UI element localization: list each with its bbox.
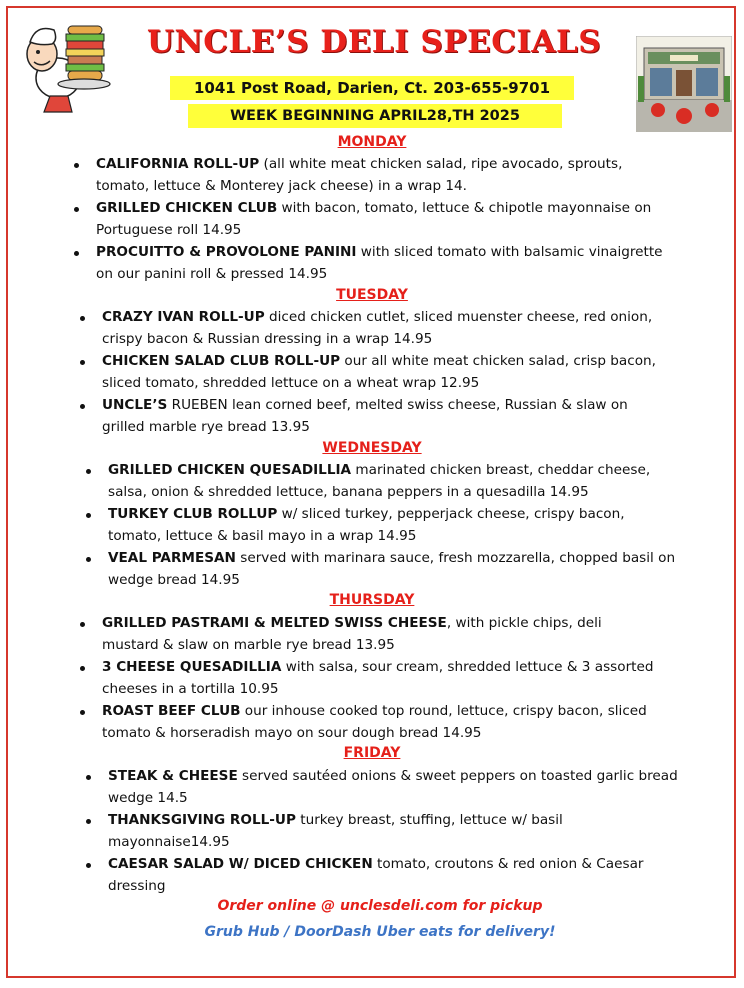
menu-item-name: PROCUITTO & PROVOLONE PANINI	[96, 244, 357, 260]
menu-item-description: RUEBEN lean corned beef, melted swiss cheese, Russian & slaw on grilled marble rye bread 13.95	[102, 397, 628, 435]
menu-item-name: STEAK & CHEESE	[108, 768, 238, 784]
menu-item	[102, 701, 662, 744]
menu-item-name: GRILLED CHICKEN QUESADILLIA	[108, 462, 352, 478]
bullet-icon	[86, 513, 91, 518]
menu-item-name: UNCLE’S	[102, 397, 168, 413]
menu-item-name: ROAST BEEF CLUB	[102, 703, 241, 719]
menu-item	[102, 395, 662, 438]
bullet-icon	[74, 163, 79, 168]
menu-item-description: served sautéed onions & sweet peppers on toasted garlic bread wedge 14.5	[108, 768, 678, 806]
chef-mascot-icon	[14, 16, 116, 116]
menu-item-name: CAESAR SALAD W/ DICED CHICKEN	[108, 856, 373, 872]
bullet-icon	[86, 557, 91, 562]
menu-item-description: our inhouse cooked top round, lettuce, crispy bacon, sliced tomato & horseradish mayo on sour dough bread 14.95	[102, 703, 647, 741]
menu-item	[108, 854, 678, 897]
menu-item	[102, 613, 662, 656]
menu-item-name: CALIFORNIA ROLL-UP	[96, 156, 260, 172]
menu-item-description: with sliced tomato with balsamic vinaigrette on our panini roll & pressed 14.95	[96, 244, 663, 282]
menu-item-name: GRILLED CHICKEN CLUB	[96, 200, 278, 216]
bullet-icon	[74, 207, 79, 212]
menu-item	[108, 548, 678, 591]
menu-item-name: GRILLED PASTRAMI & MELTED SWISS CHEESE	[102, 615, 447, 631]
menu-item-description: diced chicken cutlet, sliced muenster cheese, red onion, crispy bacon & Russian dressing in a wrap 14.95	[102, 309, 653, 347]
menu-item-name: 3 CHEESE QUESADILLIA	[102, 659, 282, 675]
menu-item-description: (all white meat chicken salad, ripe avocado, sprouts, tomato, lettuce & Monterey jack cheese) in a wrap 14.	[96, 156, 623, 194]
menu-item	[108, 504, 678, 547]
menu-item-description: marinated chicken breast, cheddar cheese, salsa, onion & shredded lettuce, banana peppers in a quesadilla 14.95	[108, 462, 651, 500]
deli-storefront-image	[636, 36, 732, 132]
menu-item-description: w/ sliced turkey, pepperjack cheese, crispy bacon, tomato, lettuce & basil mayo in a wrap 14.95	[108, 506, 625, 544]
menu-item-description: our all white meat chicken salad, crisp bacon, sliced tomato, shredded lettuce on a wheat wrap 12.95	[102, 353, 656, 391]
menu-item	[108, 460, 678, 503]
order-online-link[interactable]: Order online @ unclesdeli.com for pickup	[217, 898, 543, 914]
delivery-note: Grub Hub / DoorDash Uber eats for delivery!	[204, 924, 556, 940]
menu-item-name: CRAZY IVAN ROLL-UP	[102, 309, 265, 325]
bullet-icon	[80, 360, 85, 365]
bullet-icon	[86, 469, 91, 474]
menu-item-description: with bacon, tomato, lettuce & chipotle mayonnaise on Portuguese roll 14.95	[96, 200, 652, 238]
menu-item-description: served with marinara sauce, fresh mozzarella, chopped basil on wedge bread 14.95	[108, 550, 676, 588]
store-address: 1041 Post Road, Darien, Ct. 203-655-9701	[170, 76, 574, 100]
bullet-icon	[86, 819, 91, 824]
bullet-icon	[86, 775, 91, 780]
menu-item-description: , with pickle chips, deli mustard & slaw on marble rye bread 13.95	[102, 615, 602, 653]
menu-item-name: TURKEY CLUB ROLLUP	[108, 506, 278, 522]
menu-item	[108, 810, 678, 853]
day-heading-tuesday: TUESDAY	[336, 287, 408, 303]
bullet-icon	[80, 666, 85, 671]
menu-item	[108, 766, 678, 809]
menu-item-description: tomato, croutons & red onion & Caesar dressing	[108, 856, 644, 894]
week-beginning: WEEK BEGINNING APRIL28,TH 2025	[188, 104, 562, 128]
menu-item	[96, 242, 676, 285]
page-title: UNCLE’S DELI SPECIALS	[146, 24, 602, 60]
menu-item	[102, 307, 662, 350]
menu-item-description: turkey breast, stuffing, lettuce w/ basil mayonnaise14.95	[108, 812, 563, 850]
bullet-icon	[80, 316, 85, 321]
menu-item	[96, 198, 676, 241]
day-heading-monday: MONDAY	[337, 134, 407, 150]
bullet-icon	[86, 863, 91, 868]
day-heading-friday: FRIDAY	[343, 745, 401, 761]
bullet-icon	[80, 710, 85, 715]
menu-item	[102, 657, 662, 700]
menu-item-name: VEAL PARMESAN	[108, 550, 236, 566]
menu-item-name: THANKSGIVING ROLL-UP	[108, 812, 296, 828]
menu-item-description: with salsa, sour cream, shredded lettuce & 3 assorted cheeses in a tortilla 10.95	[102, 659, 654, 697]
bullet-icon	[74, 251, 79, 256]
day-heading-wednesday: WEDNESDAY	[322, 440, 422, 456]
menu-item	[96, 154, 676, 197]
menu-item-name: CHICKEN SALAD CLUB ROLL-UP	[102, 353, 341, 369]
menu-item	[102, 351, 662, 394]
bullet-icon	[80, 622, 85, 627]
day-heading-thursday: THURSDAY	[329, 592, 415, 608]
bullet-icon	[80, 404, 85, 409]
